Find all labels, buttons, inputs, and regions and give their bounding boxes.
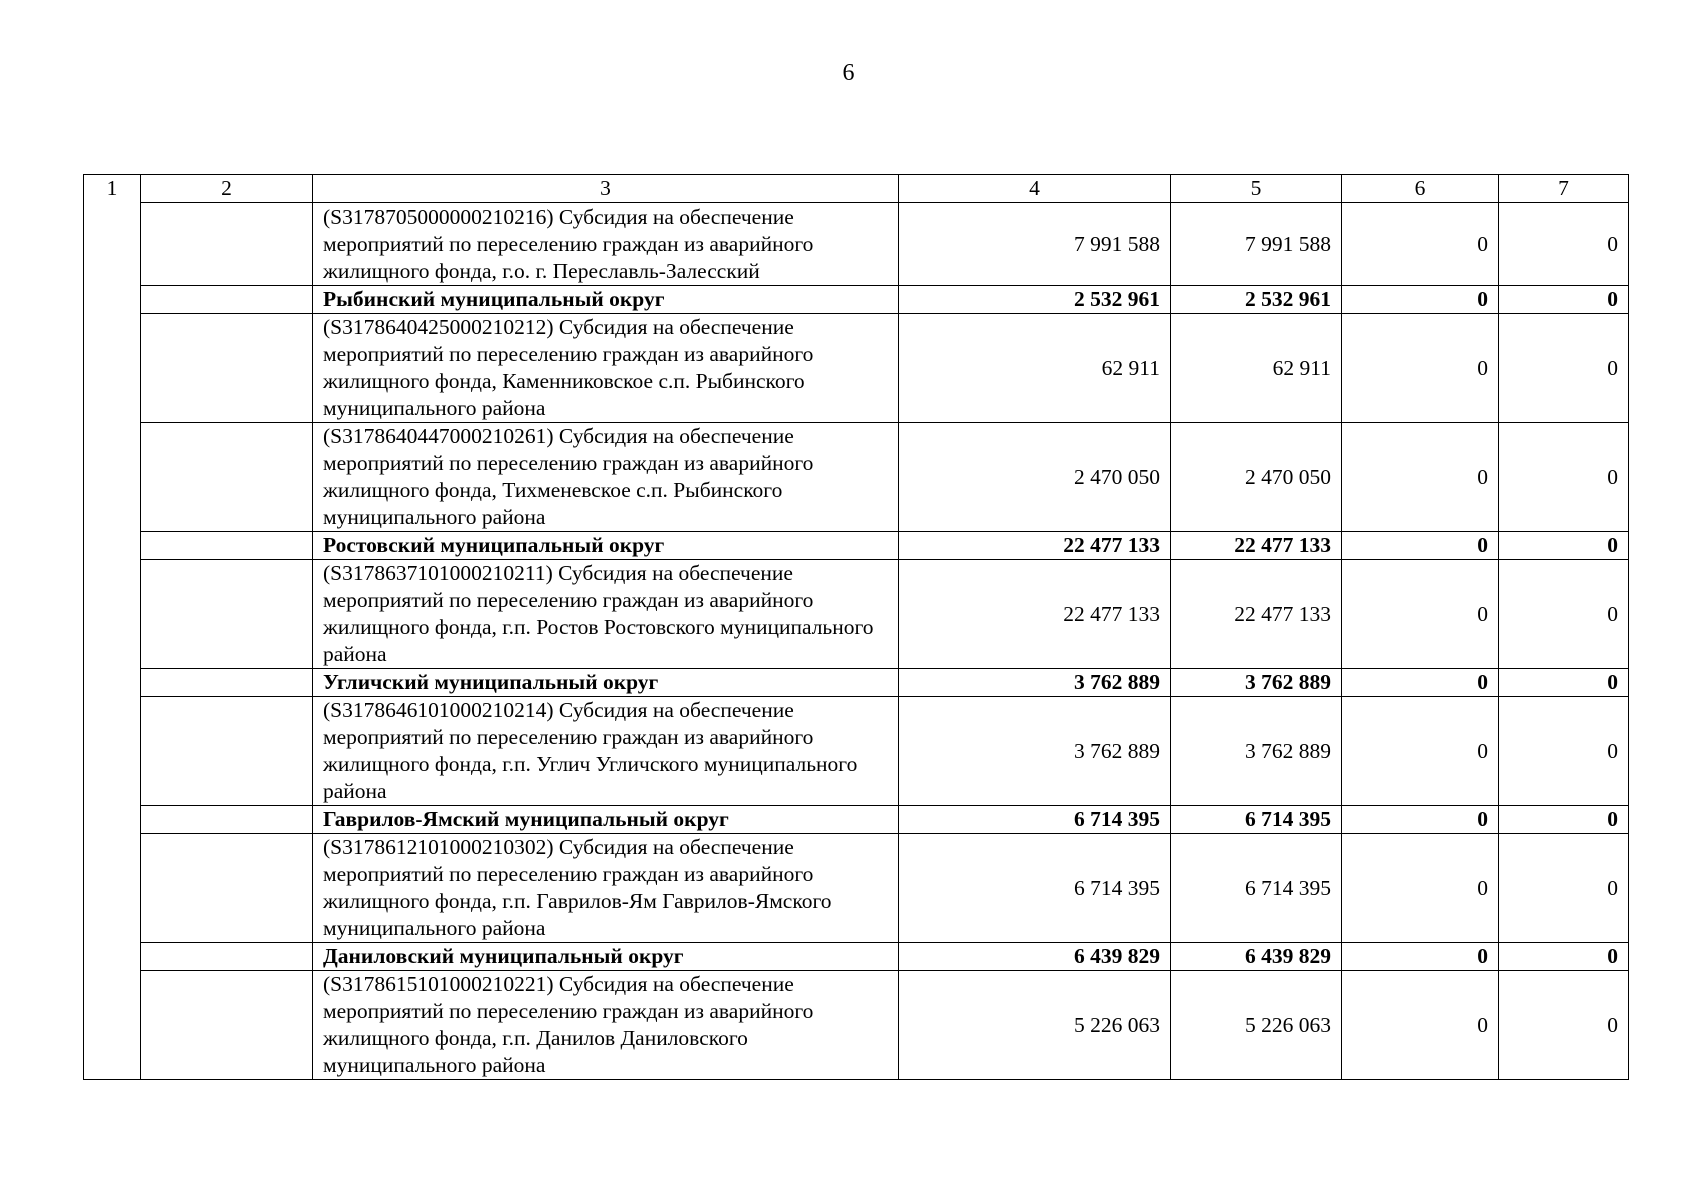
- col-5-value: 22 477 133: [1171, 532, 1342, 560]
- table-row: [84, 834, 1629, 943]
- page-number: 6: [842, 60, 855, 86]
- table-row: [84, 697, 1629, 806]
- description-cell: Угличский муниципальный округ: [313, 669, 899, 697]
- header-col-6: 6: [1342, 175, 1499, 203]
- col-4-value: 2 532 961: [899, 286, 1171, 314]
- header-col-1: 1: [84, 175, 141, 203]
- col-2-cell: [141, 834, 313, 943]
- col-2-cell: [141, 532, 313, 560]
- col-2-cell: [141, 971, 313, 1080]
- col-7-value: 0: [1499, 314, 1629, 423]
- col-5-value: 6 714 395: [1171, 806, 1342, 834]
- col-1-cell: [84, 560, 141, 669]
- description-cell: (S3178705000000210216) Субсидия на обеспечение мероприятий по переселению граждан из аварийного жилищного фонда, г.о. г. Переславль-Залесский: [313, 203, 899, 286]
- table-row: [84, 560, 1629, 669]
- col-6-value: 0: [1342, 943, 1499, 971]
- col-2-cell: [141, 560, 313, 669]
- col-4-value: 6 714 395: [899, 806, 1171, 834]
- col-7-value: 0: [1499, 806, 1629, 834]
- col-6-value: 0: [1342, 806, 1499, 834]
- col-4-value: 3 762 889: [899, 669, 1171, 697]
- col-4-value: 62 911: [899, 314, 1171, 423]
- col-4-value: 7 991 588: [899, 203, 1171, 286]
- col-1-cell: [84, 314, 141, 423]
- table-row: [84, 203, 1629, 286]
- col-2-cell: [141, 314, 313, 423]
- col-4-value: 3 762 889: [899, 697, 1171, 806]
- description-cell: (S3178612101000210302) Субсидия на обеспечение мероприятий по переселению граждан из аварийного жилищного фонда, г.п. Гаврилов-Ям Гаврилов-Ямского муниципального района: [313, 834, 899, 943]
- col-1-cell: [84, 532, 141, 560]
- col-7-value: 0: [1499, 286, 1629, 314]
- col-1-cell: [84, 203, 141, 286]
- header-col-3: 3: [313, 175, 899, 203]
- col-1-cell: [84, 697, 141, 806]
- col-6-value: 0: [1342, 286, 1499, 314]
- description-cell: Ростовский муниципальный округ: [313, 532, 899, 560]
- table-row: [84, 423, 1629, 532]
- col-4-value: 6 439 829: [899, 943, 1171, 971]
- subtotal-row: [84, 669, 1629, 697]
- col-5-value: 5 226 063: [1171, 971, 1342, 1080]
- col-7-value: 0: [1499, 697, 1629, 806]
- col-5-value: 3 762 889: [1171, 669, 1342, 697]
- subtotal-row: [84, 532, 1629, 560]
- col-2-cell: [141, 423, 313, 532]
- col-7-value: 0: [1499, 423, 1629, 532]
- subtotal-row: [84, 286, 1629, 314]
- table-row: [84, 314, 1629, 423]
- col-1-cell: [84, 669, 141, 697]
- col-2-cell: [141, 669, 313, 697]
- col-6-value: 0: [1342, 314, 1499, 423]
- col-2-cell: [141, 286, 313, 314]
- col-6-value: 0: [1342, 971, 1499, 1080]
- col-5-value: 6 714 395: [1171, 834, 1342, 943]
- col-4-value: 6 714 395: [899, 834, 1171, 943]
- col-6-value: 0: [1342, 669, 1499, 697]
- subtotal-row: [84, 806, 1629, 834]
- col-5-value: 6 439 829: [1171, 943, 1342, 971]
- header-col-5: 5: [1171, 175, 1342, 203]
- col-4-value: 2 470 050: [899, 423, 1171, 532]
- col-1-cell: [84, 971, 141, 1080]
- table-row: [84, 971, 1629, 1080]
- col-2-cell: [141, 943, 313, 971]
- header-col-2: 2: [141, 175, 313, 203]
- col-7-value: 0: [1499, 560, 1629, 669]
- col-5-value: 2 532 961: [1171, 286, 1342, 314]
- col-6-value: 0: [1342, 697, 1499, 806]
- col-5-value: 22 477 133: [1171, 560, 1342, 669]
- col-1-cell: [84, 806, 141, 834]
- description-cell: (S3178615101000210221) Субсидия на обеспечение мероприятий по переселению граждан из аварийного жилищного фонда, г.п. Данилов Даниловского муниципального района: [313, 971, 899, 1080]
- description-cell: (S3178646101000210214) Субсидия на обеспечение мероприятий по переселению граждан из аварийного жилищного фонда, г.п. Углич Угличского муниципального района: [313, 697, 899, 806]
- col-1-cell: [84, 943, 141, 971]
- subtotal-row: [84, 943, 1629, 971]
- col-5-value: 2 470 050: [1171, 423, 1342, 532]
- col-1-cell: [84, 423, 141, 532]
- description-cell: Даниловский муниципальный округ: [313, 943, 899, 971]
- col-5-value: 7 991 588: [1171, 203, 1342, 286]
- col-4-value: 5 226 063: [899, 971, 1171, 1080]
- col-7-value: 0: [1499, 532, 1629, 560]
- description-cell: Рыбинский муниципальный округ: [313, 286, 899, 314]
- col-2-cell: [141, 806, 313, 834]
- col-7-value: 0: [1499, 834, 1629, 943]
- col-5-value: 62 911: [1171, 314, 1342, 423]
- col-7-value: 0: [1499, 943, 1629, 971]
- table-header-row: [84, 175, 1629, 203]
- col-4-value: 22 477 133: [899, 532, 1171, 560]
- description-cell: Гаврилов-Ямский муниципальный округ: [313, 806, 899, 834]
- col-6-value: 0: [1342, 203, 1499, 286]
- col-2-cell: [141, 697, 313, 806]
- col-6-value: 0: [1342, 532, 1499, 560]
- col-7-value: 0: [1499, 669, 1629, 697]
- col-1-cell: [84, 286, 141, 314]
- col-6-value: 0: [1342, 560, 1499, 669]
- col-5-value: 3 762 889: [1171, 697, 1342, 806]
- col-6-value: 0: [1342, 423, 1499, 532]
- budget-table: [83, 174, 1629, 1080]
- col-6-value: 0: [1342, 834, 1499, 943]
- col-4-value: 22 477 133: [899, 560, 1171, 669]
- description-cell: (S3178640447000210261) Субсидия на обеспечение мероприятий по переселению граждан из аварийного жилищного фонда, Тихменевское с.п. Рыбинского муниципального района: [313, 423, 899, 532]
- col-7-value: 0: [1499, 971, 1629, 1080]
- description-cell: (S3178640425000210212) Субсидия на обеспечение мероприятий по переселению граждан из аварийного жилищного фонда, Каменниковское с.п. Рыбинского муниципального района: [313, 314, 899, 423]
- description-cell: (S3178637101000210211) Субсидия на обеспечение мероприятий по переселению граждан из аварийного жилищного фонда, г.п. Ростов Ростовского муниципального района: [313, 560, 899, 669]
- col-1-cell: [84, 834, 141, 943]
- col-7-value: 0: [1499, 203, 1629, 286]
- col-2-cell: [141, 203, 313, 286]
- header-col-7: 7: [1499, 175, 1629, 203]
- header-col-4: 4: [899, 175, 1171, 203]
